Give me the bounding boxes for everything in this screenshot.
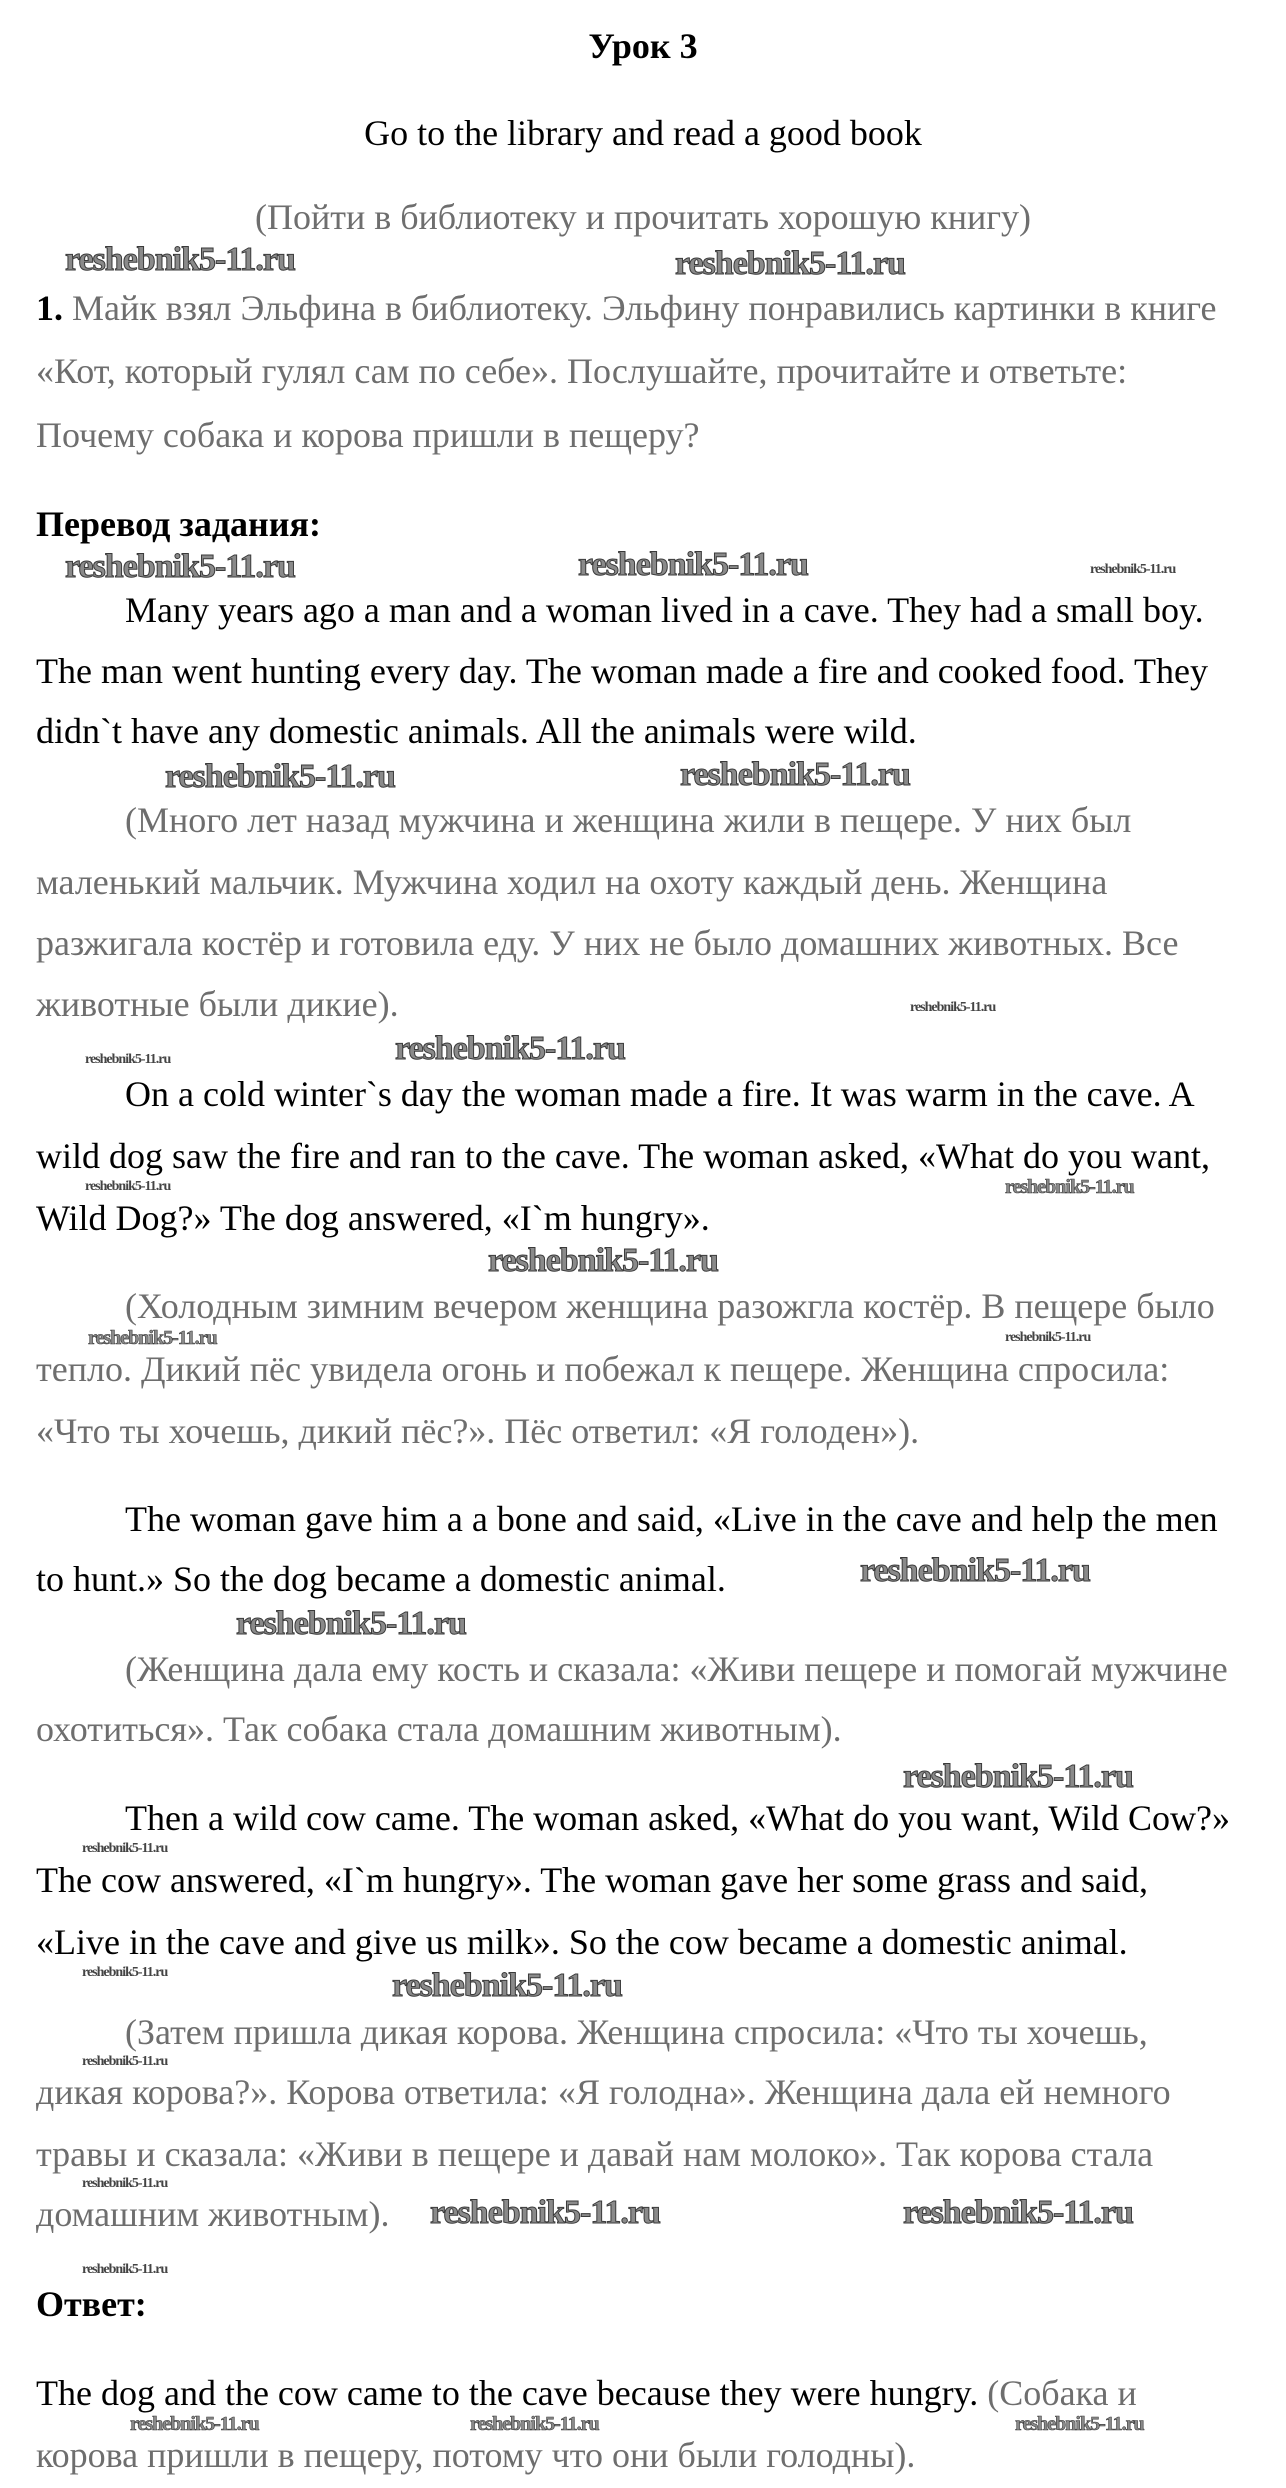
- translation-line: тепло. Дикий пёс увидела огонь и побежал к пещере. Женщина спросила:: [36, 1349, 1170, 1389]
- story-line: didn`t have any domestic animals. All the animals were wild.: [36, 711, 917, 751]
- lesson-title: Урок 3: [588, 26, 698, 66]
- watermark: reshebnik5-11.ru: [680, 756, 910, 793]
- translation-line: (Холодным зимним вечером женщина разожгла костёр. В пещере было: [125, 1286, 1215, 1326]
- watermark: reshebnik5-11.ru: [65, 548, 295, 585]
- watermark: reshebnik5-11.ru: [903, 2194, 1133, 2231]
- task-text: Майк взял Эльфина в библиотеку. Эльфину понравились картинки в книге: [72, 288, 1217, 328]
- translation-line: дикая корова?». Корова ответила: «Я голодна». Женщина дала ей немного: [36, 2072, 1171, 2112]
- translation-heading: Перевод задания:: [36, 504, 321, 544]
- watermark: reshebnik5-11.ru: [910, 1000, 996, 1015]
- story-line: Many years ago a man and a woman lived in a cave. They had a small boy.: [125, 590, 1204, 630]
- watermark: reshebnik5-11.ru: [1005, 1330, 1091, 1345]
- translation-line: охотиться». Так собака стала домашним животным).: [36, 1709, 842, 1749]
- translation-line: травы и сказала: «Живи в пещере и давай нам молоко». Так корова стала: [36, 2134, 1154, 2174]
- watermark: reshebnik5-11.ru: [88, 1327, 217, 1349]
- watermark: reshebnik5-11.ru: [488, 1242, 718, 1279]
- task-line: «Кот, который гулял сам по себе». Послушайте, прочитайте и ответьте:: [36, 351, 1128, 391]
- translation-line: маленький мальчик. Мужчина ходил на охоту каждый день. Женщина: [36, 862, 1108, 902]
- watermark: reshebnik5-11.ru: [82, 2054, 168, 2069]
- watermark: reshebnik5-11.ru: [85, 1052, 171, 1067]
- task-line: [36, 288, 1217, 328]
- task-number: 1.: [36, 288, 63, 328]
- lesson-subtitle: Go to the library and read a good book: [364, 113, 922, 153]
- answer-russian-start: (Собака и: [987, 2373, 1137, 2413]
- watermark: reshebnik5-11.ru: [1005, 1176, 1134, 1198]
- watermark: reshebnik5-11.ru: [392, 1967, 622, 2004]
- story-line: to hunt.» So the dog became a domestic animal.: [36, 1559, 726, 1599]
- translation-line: разжигала костёр и готовила еду. У них не было домашних животных. Все: [36, 923, 1179, 963]
- watermark: reshebnik5-11.ru: [82, 1841, 168, 1856]
- story-line: On a cold winter`s day the woman made a fire. It was warm in the cave. A: [125, 1074, 1195, 1114]
- watermark: reshebnik5-11.ru: [236, 1605, 466, 1642]
- answer-russian-end: корова пришли в пещеру, потому что они были голодны).: [36, 2435, 916, 2475]
- watermark: reshebnik5-11.ru: [85, 1179, 171, 1194]
- watermark: reshebnik5-11.ru: [675, 245, 905, 282]
- story-line: Wild Dog?» The dog answered, «I`m hungry».: [36, 1198, 710, 1238]
- watermark: reshebnik5-11.ru: [395, 1030, 625, 1067]
- watermark: reshebnik5-11.ru: [903, 1758, 1133, 1795]
- watermark: reshebnik5-11.ru: [165, 758, 395, 795]
- watermark: reshebnik5-11.ru: [82, 2176, 168, 2191]
- watermark: reshebnik5-11.ru: [860, 1552, 1090, 1589]
- translation-line: животные были дикие).: [36, 984, 399, 1024]
- story-line: Then a wild cow came. The woman asked, «What do you want, Wild Cow?»: [125, 1798, 1230, 1838]
- lesson-subtitle-translation: (Пойти в библиотеку и прочитать хорошую книгу): [254, 197, 1032, 237]
- translation-line: «Что ты хочешь, дикий пёс?». Пёс ответил: «Я голоден»).: [36, 1411, 920, 1451]
- translation-line: (Затем пришла дикая корова. Женщина спросила: «Что ты хочешь,: [125, 2012, 1148, 2052]
- watermark: reshebnik5-11.ru: [1090, 562, 1176, 577]
- watermark: reshebnik5-11.ru: [65, 241, 295, 278]
- watermark: reshebnik5-11.ru: [82, 2262, 168, 2277]
- watermark: reshebnik5-11.ru: [430, 2194, 660, 2231]
- story-line: wild dog saw the fire and ran to the cave. The woman asked, «What do you want,: [36, 1136, 1210, 1176]
- answer-english: The dog and the cow came to the cave because they were hungry.: [36, 2373, 979, 2413]
- translation-line: (Много лет назад мужчина и женщина жили в пещере. У них был: [125, 800, 1132, 840]
- story-line: The cow answered, «I`m hungry». The woman gave her some grass and said,: [36, 1860, 1149, 1900]
- story-line: «Live in the cave and give us milk». So the cow became a domestic animal.: [36, 1922, 1128, 1962]
- answer-line: [36, 2373, 1137, 2413]
- story-line: The woman gave him a a bone and said, «Live in the cave and help the men: [125, 1499, 1218, 1539]
- story-line: The man went hunting every day. The woman made a fire and cooked food. They: [36, 651, 1208, 691]
- watermark: reshebnik5-11.ru: [82, 1965, 168, 1980]
- watermark: reshebnik5-11.ru: [578, 546, 808, 583]
- translation-line: (Женщина дала ему кость и сказала: «Живи пещере и помогай мужчине: [125, 1649, 1228, 1689]
- watermark: reshebnik5-11.ru: [1015, 2413, 1144, 2435]
- watermark: reshebnik5-11.ru: [130, 2413, 259, 2435]
- answer-heading: Ответ:: [36, 2284, 147, 2324]
- watermark: reshebnik5-11.ru: [470, 2413, 599, 2435]
- translation-line: домашним животным).: [36, 2194, 390, 2234]
- task-line: Почему собака и корова пришли в пещеру?: [36, 415, 700, 455]
